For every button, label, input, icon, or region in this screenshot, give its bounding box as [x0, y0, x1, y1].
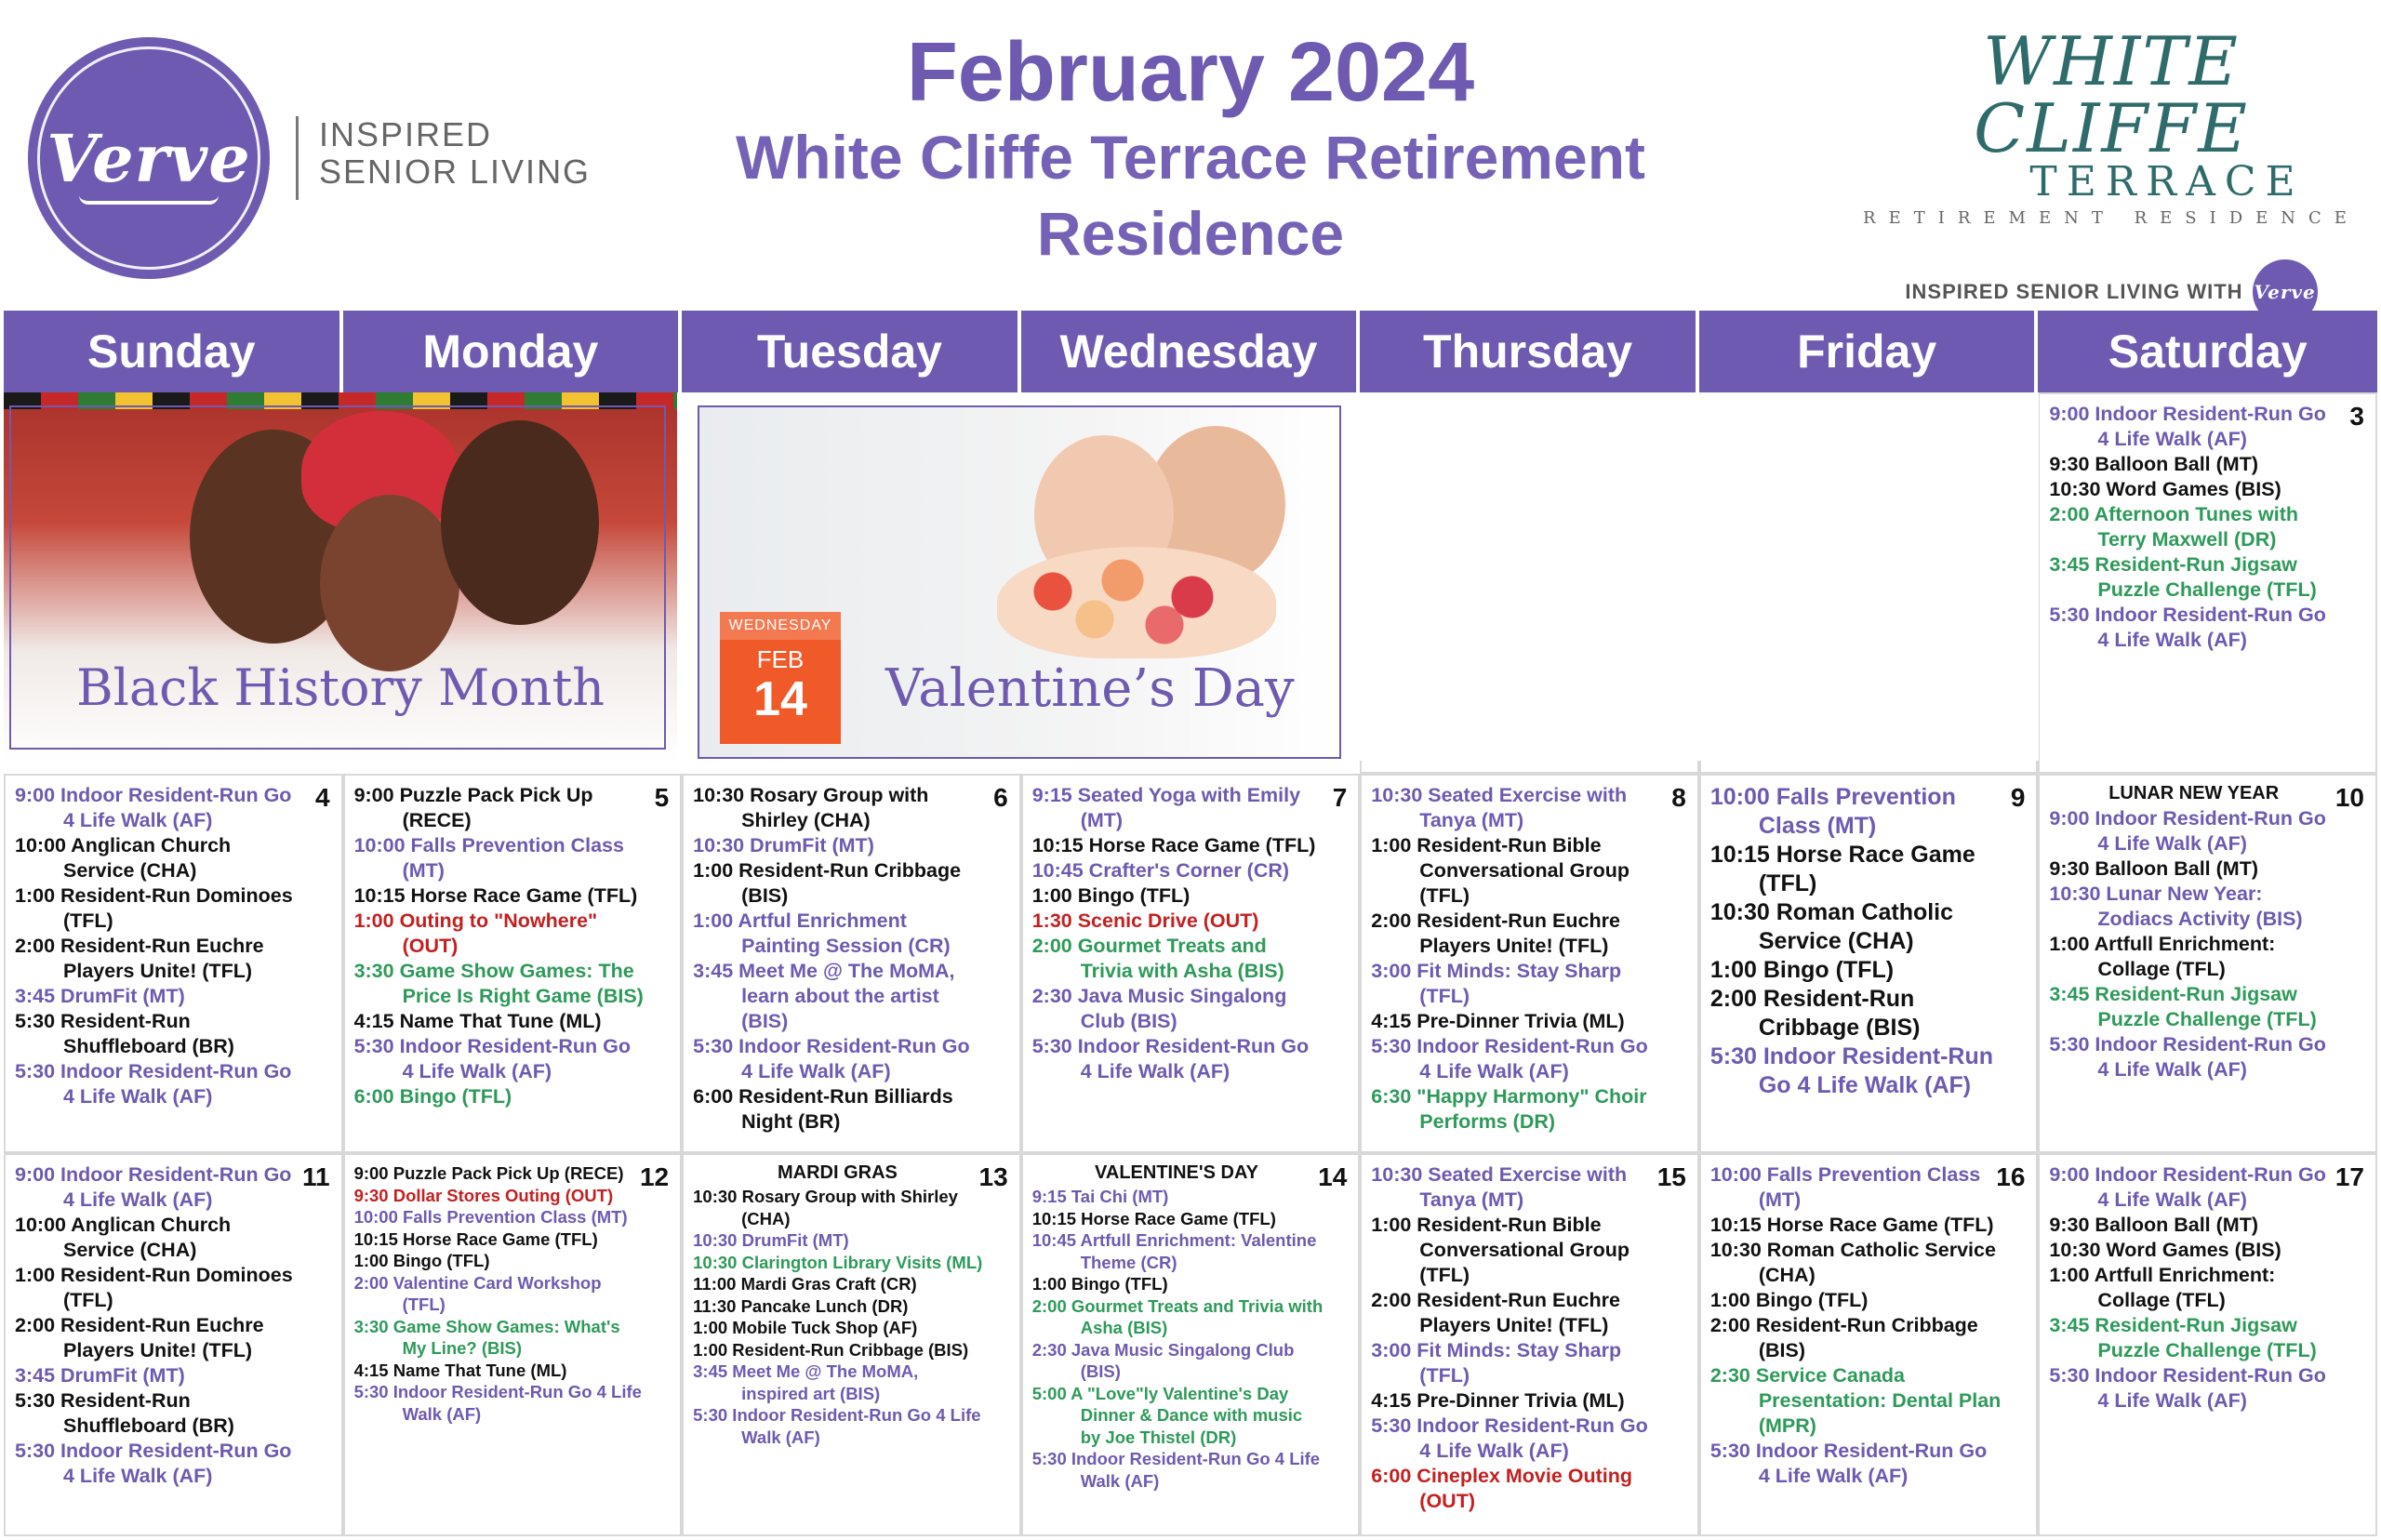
event-item: 2:30 Service Canada Presentation: Dental Plan (MPR): [1709, 1364, 2002, 1437]
event-item: 10:15 Horse Race Game (TFL): [1709, 842, 1975, 896]
event-item: 4:15 Pre-Dinner Trivia (ML): [1371, 1010, 1625, 1032]
event-item: 2:00 Valentine Card Workshop (TFL): [353, 1272, 602, 1314]
event-item: 10:30 Seated Exercise with Tanya (MT): [1371, 784, 1628, 831]
event-item: 9:00 Puzzle Pack Pick Up (RECE): [353, 784, 593, 831]
weekday-header-monday: Monday: [343, 311, 683, 392]
event-item: 1:00 Bingo (TFL): [1709, 1289, 1869, 1311]
date-badge-day: 14: [753, 672, 807, 726]
event-item: 3:45 Resident-Run Jigsaw Puzzle Challenge (TFL): [2049, 1314, 2317, 1361]
event-item: 2:00 Gourmet Treats and Trivia with Asha (BIS): [1031, 935, 1284, 982]
day-number: 10: [2334, 783, 2364, 812]
event-item: 10:15 Horse Race Game (TFL): [1709, 1214, 1994, 1236]
day-number: 12: [639, 1162, 670, 1191]
event-item: 10:45 Artfull Enrichment: Valentine Theme (CR): [1031, 1230, 1317, 1272]
event-item: 2:00 Resident-Run Euchre Players Unite! (TFL): [15, 1314, 264, 1361]
event-item: 5:30 Indoor Resident-Run Go 4 Life Walk (AF): [15, 1060, 292, 1108]
residence-name-line-2: Residence: [1036, 199, 1345, 268]
brand-descriptor: RETIREMENT RESIDENCE: [1863, 208, 2360, 228]
day-cell: [2038, 392, 2377, 774]
event-item: 10:00 Anglican Church Service (CHA): [15, 834, 232, 882]
event-item: 1:00 Artful Enrichment Painting Session (CR): [693, 909, 951, 957]
event-item: 1:00 Outing to "Nowhere" (OUT): [353, 909, 598, 957]
flower-bouquet: [997, 547, 1276, 658]
holiday-label: MARDI GRAS: [777, 1162, 898, 1183]
event-item: 9:00 Indoor Resident-Run Go 4 Life Walk (AF): [2049, 807, 2326, 855]
day-cell: [1699, 1153, 2039, 1536]
day-number: 3: [2349, 402, 2364, 431]
day-number: 13: [978, 1162, 1008, 1191]
holiday-label: LUNAR NEW YEAR: [2108, 783, 2280, 803]
event-item: 2:00 Resident-Run Cribbage (BIS): [1709, 1314, 1978, 1361]
event-item: 5:30 Resident-Run Shuffleboard (BR): [15, 1389, 234, 1437]
event-item: 1:00 Resident-Run Dominoes (TFL): [15, 884, 293, 932]
day-number: 7: [1332, 783, 1348, 812]
weekday-header-row: [4, 311, 2377, 392]
weekday-header-sunday: Sunday: [4, 311, 343, 392]
event-item: 10:30 Word Games (BIS): [2049, 1239, 2281, 1261]
event-item: 10:30 Lunar New Year: Zodiacs Activity (BIS): [2049, 883, 2303, 930]
day-number: 17: [2334, 1162, 2364, 1191]
day-cell: [343, 774, 683, 1153]
event-item: 5:30 Indoor Resident-Run Go 4 Life Walk (AF): [353, 1382, 642, 1424]
date-badge: [720, 612, 841, 744]
weekday-header-tuesday: Tuesday: [682, 311, 1021, 392]
event-item: 3:30 Game Show Games: What's My Line? (BIS): [353, 1316, 620, 1358]
event-item: 5:30 Indoor Resident-Run Go 4 Life Walk (AF): [2049, 1364, 2326, 1412]
event-item: 3:30 Game Show Games: The Price Is Right Game (BIS): [353, 960, 644, 1007]
brand-name: WHITE CLIFFE: [1974, 22, 2249, 167]
event-item: 5:30 Indoor Resident-Run Go 4 Life Walk (AF): [1371, 1414, 1648, 1462]
white-cliffe-terrace-logo: [1860, 22, 2362, 325]
event-item: 10:15 Horse Race Game (TFL): [1031, 834, 1316, 856]
day-number: 16: [1996, 1162, 2026, 1191]
holiday-label: VALENTINE'S DAY: [1095, 1162, 1258, 1183]
event-item: 6:00 Cineplex Movie Outing (OUT): [1371, 1465, 1633, 1512]
day-cell: [1699, 774, 2039, 1153]
event-item: 3:00 Fit Minds: Stay Sharp (TFL): [1371, 960, 1622, 1007]
event-item: 9:15 Tai Chi (MT): [1031, 1187, 1169, 1206]
event-item: 9:30 Balloon Ball (MT): [2049, 453, 2258, 475]
event-item: 5:30 Indoor Resident-Run Go 4 Life Walk (AF): [1709, 1043, 1994, 1098]
event-item: 10:00 Falls Prevention Class (MT): [353, 1207, 628, 1227]
event-item: 10:00 Anglican Church Service (CHA): [15, 1214, 232, 1261]
event-item: 1:00 Bingo (TFL): [353, 1251, 490, 1270]
day-cell: [1021, 774, 1361, 1153]
event-item: 5:30 Indoor Resident-Run Go 4 Life Walk (AF): [1031, 1449, 1321, 1491]
day-cell: [4, 1153, 343, 1536]
event-item: 5:30 Indoor Resident-Run Go 4 Life Walk (AF): [693, 1035, 970, 1082]
page-title: [595, 26, 1786, 272]
event-item: 1:00 Mobile Tuck Shop (AF): [693, 1318, 918, 1337]
event-item: 10:30 DrumFit (MT): [693, 1230, 849, 1250]
weekday-header-friday: Friday: [1699, 311, 2039, 392]
event-item: 10:30 DrumFit (MT): [693, 834, 874, 856]
event-item: 5:30 Resident-Run Shuffleboard (BR): [15, 1010, 234, 1057]
event-item: 10:00 Falls Prevention Class (MT): [353, 834, 624, 882]
logo-swoosh: [79, 195, 219, 205]
event-item: 5:00 A "Love"ly Valentine's Day Dinner & Dance with music by Joe Thistel (DR): [1031, 1383, 1303, 1447]
event-item: 1:00 Artfull Enrichment: Collage (TFL): [2049, 1264, 2276, 1311]
event-item: 1:00 Artfull Enrichment: Collage (TFL): [2049, 933, 2276, 980]
day-number: 9: [2010, 783, 2026, 812]
event-item: 1:00 Bingo (TFL): [1031, 884, 1190, 907]
weekday-header-saturday: Saturday: [2038, 311, 2377, 392]
day-number: 15: [1656, 1162, 1686, 1191]
black-history-month-label: Black History Month: [75, 658, 605, 717]
event-item: 3:45 DrumFit (MT): [15, 1364, 185, 1387]
event-item: 10:30 Rosary Group with Shirley (CHA): [693, 1187, 958, 1228]
event-item: 9:00 Indoor Resident-Run Go 4 Life Walk (AF): [2049, 1163, 2326, 1211]
day-cell: [682, 774, 1021, 1153]
mini-verve-logo: Verve: [2253, 259, 2318, 325]
date-badge-weekday: WEDNESDAY: [720, 612, 841, 640]
event-item: 10:30 Rosary Group with Shirley (CHA): [693, 784, 929, 831]
event-item: 9:00 Indoor Resident-Run Go 4 Life Walk (AF): [15, 784, 292, 831]
event-item: 2:30 Java Music Singalong Club (BIS): [1031, 985, 1287, 1032]
weekday-header-wednesday: Wednesday: [1021, 311, 1361, 392]
event-item: 2:00 Resident-Run Euchre Players Unite! (TFL): [15, 935, 264, 982]
event-item: 9:30 Dollar Stores Outing (OUT): [353, 1185, 614, 1205]
event-item: 10:00 Falls Prevention Class (MT): [1709, 1163, 1981, 1211]
event-item: 5:30 Indoor Resident-Run Go 4 Life Walk (AF): [1031, 1035, 1310, 1082]
event-item: 2:00 Afternoon Tunes with Terry Maxwell (DR): [2049, 503, 2298, 551]
event-item: 5:30 Indoor Resident-Run Go 4 Life Walk (AF): [15, 1440, 292, 1487]
event-item: 9:15 Seated Yoga with Emily (MT): [1031, 784, 1301, 831]
event-item: 10:15 Horse Race Game (TFL): [353, 1228, 598, 1249]
event-item: 1:00 Resident-Run Cribbage (BIS): [693, 859, 962, 907]
event-item: 3:45 Resident-Run Jigsaw Puzzle Challenge (TFL): [2049, 553, 2317, 601]
event-item: 1:00 Resident-Run Bible Conversational Group (TFL): [1371, 1214, 1630, 1286]
valentines-day-banner: [681, 392, 2039, 761]
event-item: 5:30 Indoor Resident-Run Go 4 Life Walk (AF): [2049, 1033, 2326, 1081]
event-item: 10:30 Word Games (BIS): [2049, 478, 2281, 500]
event-item: 10:30 Seated Exercise with Tanya (MT): [1371, 1163, 1628, 1211]
event-item: 2:00 Resident-Run Euchre Players Unite! (TFL): [1371, 1289, 1620, 1336]
verve-logo-text: Verve: [47, 119, 251, 197]
day-number: 6: [993, 783, 1008, 812]
day-number: 11: [301, 1162, 330, 1191]
event-item: 5:30 Indoor Resident-Run Go 4 Life Walk (AF): [2049, 604, 2326, 651]
valentines-day-label: Valentine’s Day: [885, 658, 1295, 719]
event-item: 3:00 Fit Minds: Stay Sharp (TFL): [1371, 1339, 1622, 1387]
day-number: 4: [314, 783, 330, 812]
event-item: 1:00 Resident-Run Dominoes (TFL): [15, 1264, 293, 1311]
brand-tagline-text: INSPIRED SENIOR LIVING WITH: [1905, 280, 2243, 303]
verve-logo: [28, 37, 270, 279]
event-item: 4:15 Pre-Dinner Trivia (ML): [1371, 1389, 1625, 1412]
day-cell: [1360, 774, 1699, 1153]
day-cell: [2038, 1153, 2377, 1536]
weekday-header-thursday: Thursday: [1360, 311, 1699, 392]
day-cell: [1360, 1153, 1699, 1536]
event-item: 10:45 Crafter's Corner (CR): [1031, 859, 1290, 882]
event-item: 1:00 Resident-Run Bible Conversational Group (TFL): [1371, 834, 1630, 907]
event-item: 9:00 Indoor Resident-Run Go 4 Life Walk (AF): [2049, 403, 2326, 450]
calendar-header: [0, 0, 2381, 307]
event-item: 6:00 Resident-Run Billiards Night (BR): [693, 1085, 953, 1133]
event-item: 4:15 Name That Tune (ML): [353, 1010, 602, 1032]
day-cell: [4, 774, 343, 1153]
event-item: 3:45 DrumFit (MT): [15, 985, 185, 1007]
date-badge-month: FEB: [756, 645, 805, 673]
event-item: 9:00 Puzzle Pack Pick Up (RECE): [353, 1163, 624, 1183]
day-cell: [682, 1153, 1021, 1536]
event-item: 5:30 Indoor Resident-Run Go 4 Life Walk (AF): [1371, 1035, 1648, 1082]
event-item: 3:45 Resident-Run Jigsaw Puzzle Challenge (TFL): [2049, 983, 2317, 1030]
event-item: 3:45 Meet Me @ The MoMA, inspired art (BIS): [693, 1361, 919, 1403]
event-item: 10:30 Clarington Library Visits (ML): [693, 1252, 983, 1272]
event-item: 2:00 Gourmet Treats and Trivia with Asha (BIS): [1031, 1295, 1324, 1337]
event-item: 10:15 Horse Race Game (TFL): [1031, 1208, 1276, 1228]
day-cell: [2038, 774, 2377, 1153]
event-item: 2:00 Resident-Run Euchre Players Unite! (TFL): [1371, 909, 1620, 957]
event-item: 10:00 Falls Prevention Class (MT): [1709, 784, 1956, 839]
day-cell: [343, 1153, 683, 1536]
event-item: 4:15 Name That Tune (ML): [353, 1360, 567, 1380]
event-item: 10:30 Roman Catholic Service (CHA): [1709, 1239, 1996, 1286]
event-item: 5:30 Indoor Resident-Run Go 4 Life Walk (AF): [353, 1035, 631, 1082]
event-item: 11:30 Pancake Lunch (DR): [693, 1295, 909, 1316]
day-number: 8: [1671, 783, 1686, 812]
brand-subname: TERRACE: [2029, 158, 2305, 206]
event-item: 1:30 Scenic Drive (OUT): [1031, 909, 1259, 932]
event-item: 9:00 Indoor Resident-Run Go 4 Life Walk (AF): [15, 1163, 292, 1211]
day-number: 5: [654, 783, 670, 812]
valentines-photo-frame: [698, 405, 1341, 759]
event-item: 9:30 Balloon Ball (MT): [2049, 857, 2258, 880]
event-item: 2:00 Resident-Run Cribbage (BIS): [1709, 986, 1921, 1041]
month-title: February 2024: [906, 26, 1475, 119]
day-cell: [1021, 1153, 1361, 1536]
event-item: 5:30 Indoor Resident-Run Go 4 Life Walk (AF): [693, 1405, 981, 1447]
event-item: 9:30 Balloon Ball (MT): [2049, 1214, 2258, 1236]
event-item: 1:00 Bingo (TFL): [1031, 1274, 1168, 1294]
event-item: 2:30 Java Music Singalong Club (BIS): [1031, 1339, 1295, 1381]
tagline-line-2: SENIOR LIVING: [319, 153, 592, 191]
event-item: 1:00 Bingo (TFL): [1709, 957, 1895, 983]
event-item: 10:30 Roman Catholic Service (CHA): [1709, 899, 1954, 954]
event-item: 6:30 "Happy Harmony" Choir Performs (DR): [1371, 1085, 1647, 1133]
event-item: 1:00 Resident-Run Cribbage (BIS): [693, 1339, 969, 1360]
event-item: 5:30 Indoor Resident-Run Go 4 Life Walk (AF): [1709, 1440, 1988, 1487]
day-number: 14: [1318, 1162, 1348, 1191]
event-item: 11:00 Mardi Gras Craft (CR): [693, 1274, 917, 1294]
event-item: 10:15 Horse Race Game (TFL): [353, 884, 638, 907]
event-item: 6:00 Bingo (TFL): [353, 1085, 512, 1108]
black-history-month-banner: [4, 392, 677, 761]
verve-tagline: [296, 116, 591, 200]
tagline-line-1: INSPIRED: [319, 115, 493, 153]
event-item: 3:45 Meet Me @ The MoMA, learn about the artist (BIS): [693, 960, 955, 1032]
residence-name-line-1: White Cliffe Terrace Retirement: [735, 123, 1645, 192]
